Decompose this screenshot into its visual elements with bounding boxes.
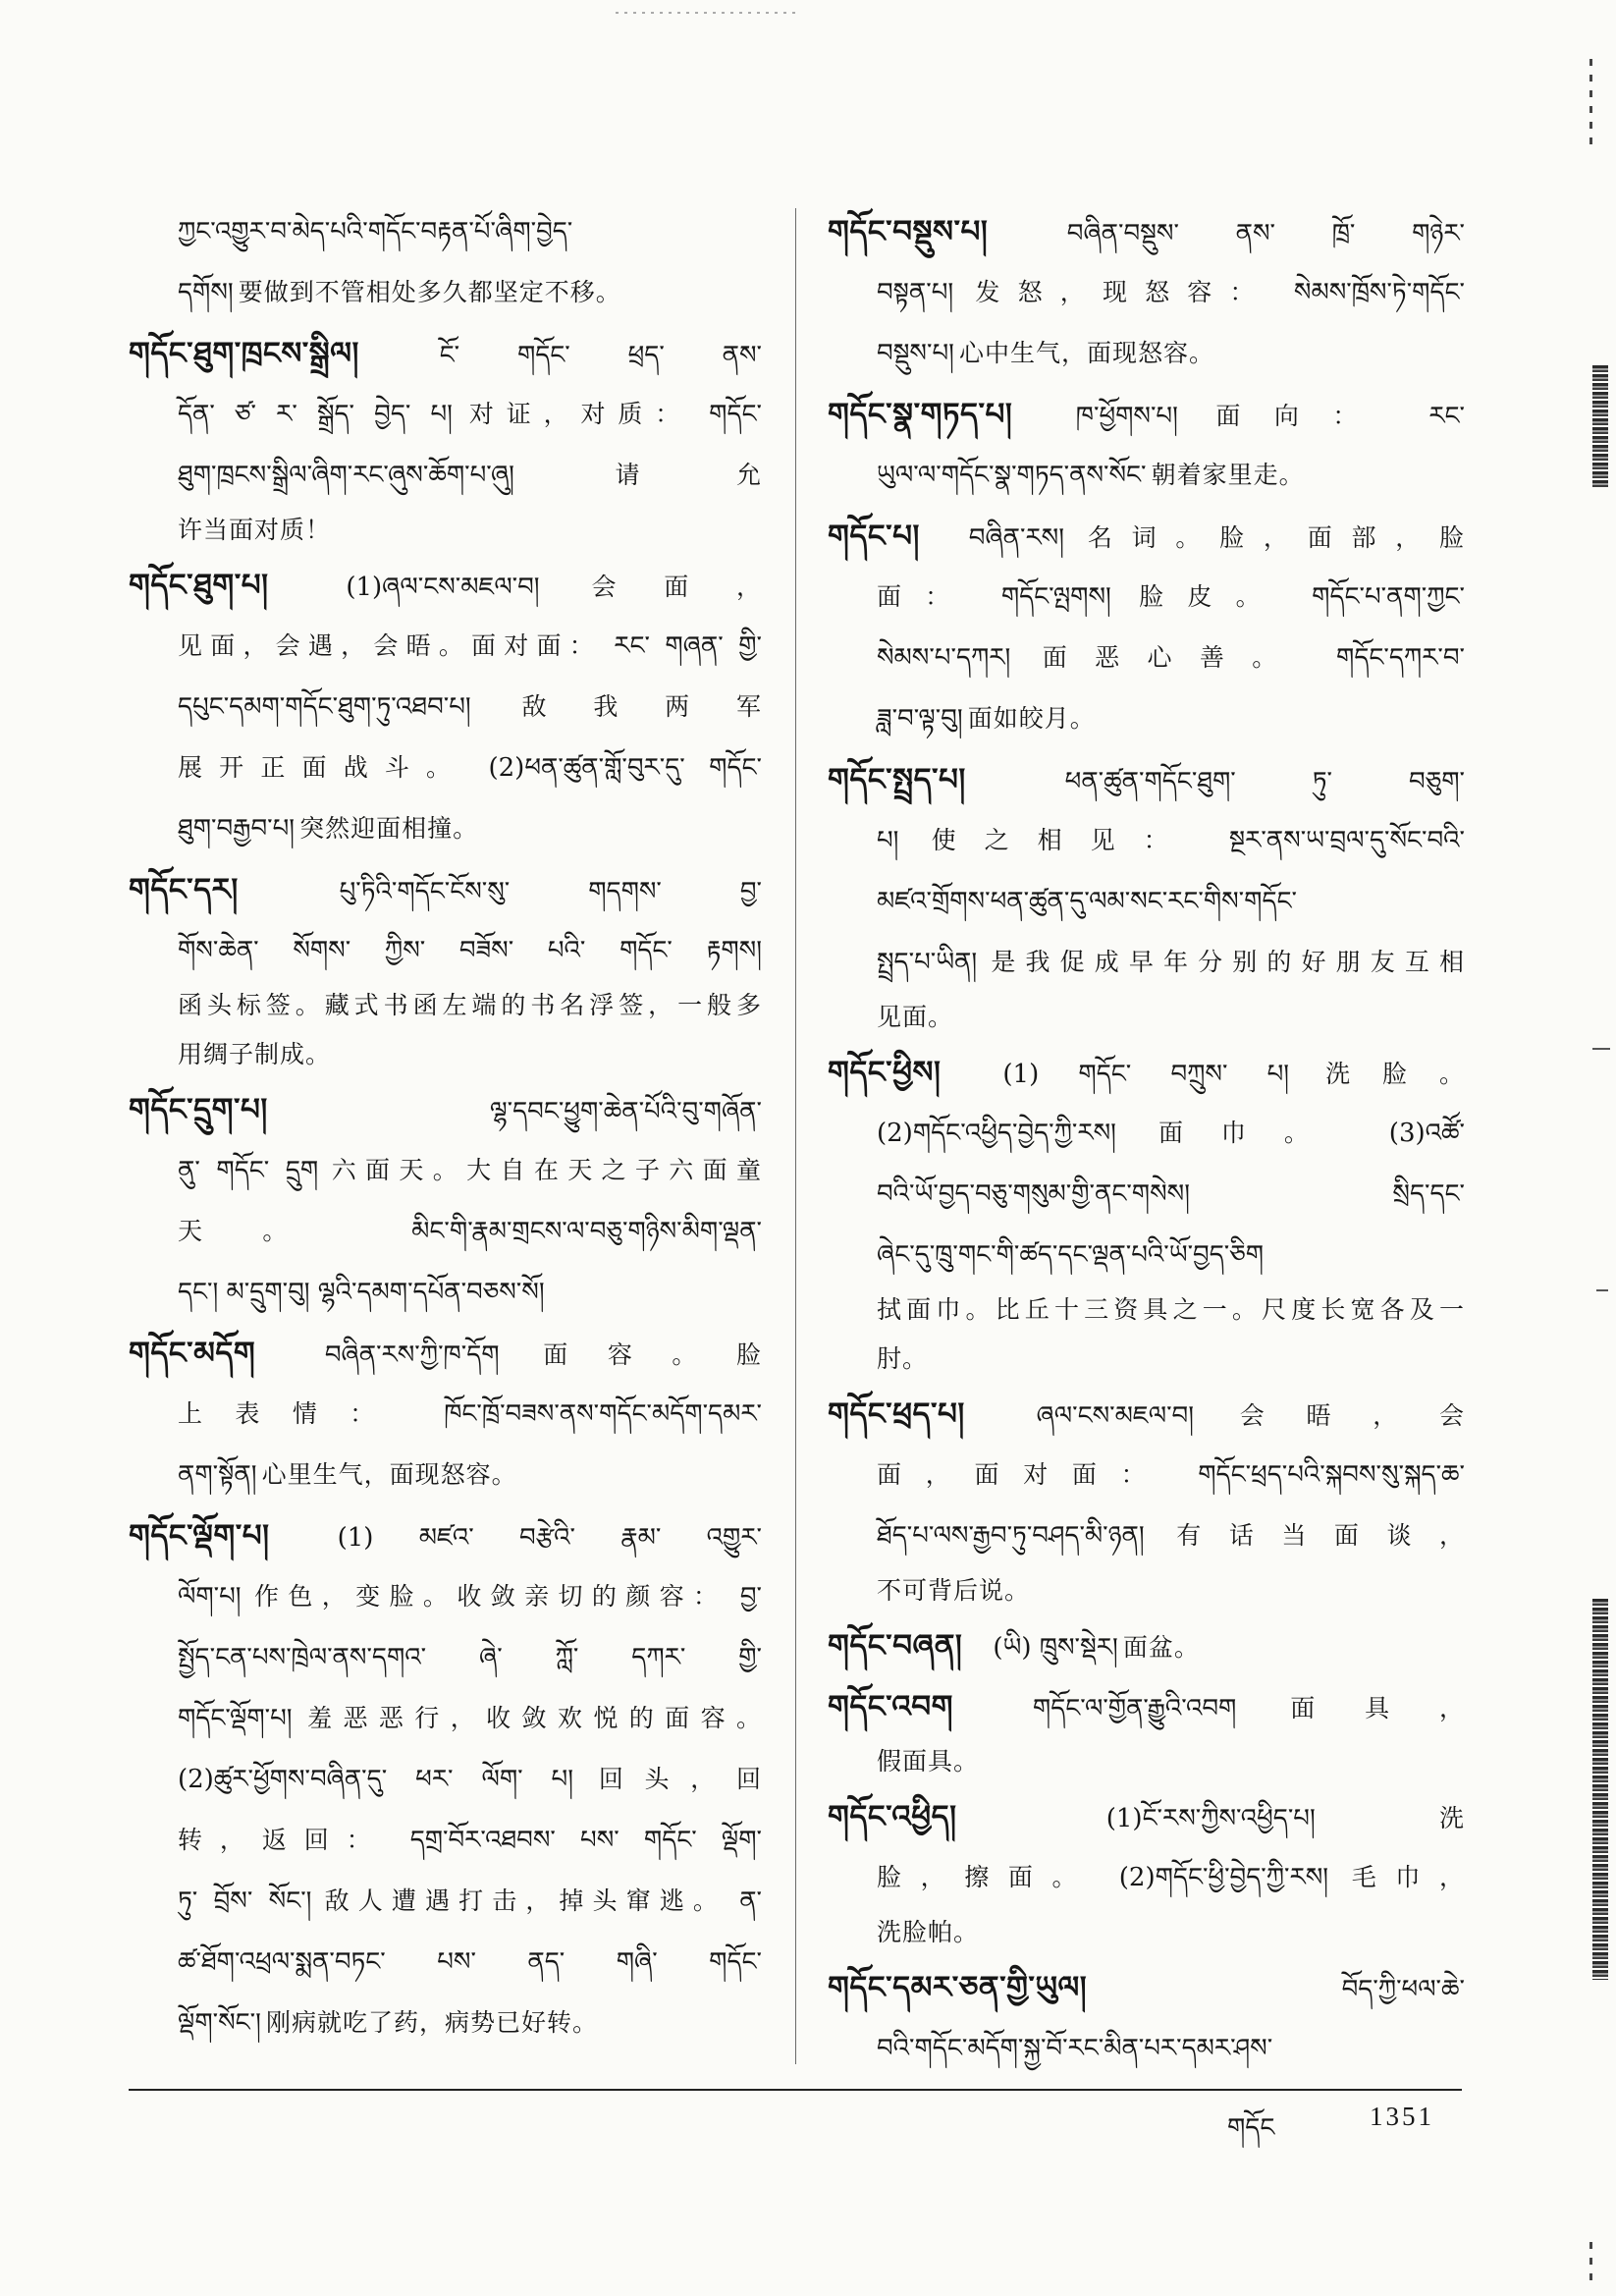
text-line [129, 384, 762, 445]
chinese-text: 上表情： [178, 1399, 407, 1428]
headword-line [828, 749, 1465, 810]
tibetan-text: གདོང་པ་ནག་ཀྱང་ [1312, 582, 1465, 612]
chinese-text: 使之相见： [931, 826, 1197, 854]
dictionary-entry [129, 1505, 762, 2053]
chinese-text: 毛巾， [1351, 1863, 1465, 1891]
headword: གདོང་སྣ་གཏད་པ། [828, 397, 1013, 432]
headword: གདོང་འཕྱིད། [828, 1799, 957, 1834]
tibetan-text: གདོང་ལྤགས། [1000, 582, 1111, 612]
text-line [828, 1335, 1465, 1384]
chinese-text: 洗脸。 [1325, 1060, 1465, 1088]
tibetan-text: སྔར་ནས་ཡ་བྲལ་དུ་སོང་བའི་ [1228, 826, 1465, 855]
chinese-text: 展开正面战斗。 [178, 753, 468, 782]
text-line [129, 616, 762, 677]
headword-line [129, 1323, 762, 1384]
dictionary-entry [828, 1786, 1465, 1957]
headword: གདོང་མདོག [129, 1336, 256, 1371]
headword-line [828, 201, 1465, 262]
headword-line [129, 1505, 762, 1566]
text-line [828, 445, 1465, 506]
chinese-text: 脸皮。 [1139, 582, 1284, 611]
tibetan-text: (2)ཕན་ཚུན་གློ་བུར་དུ་ གདོང་ [488, 753, 762, 783]
text-line [129, 262, 762, 323]
text-line [129, 1445, 762, 1505]
dictionary-entry [129, 859, 762, 1079]
chinese-text: 面，面对面： [877, 1460, 1170, 1489]
tibetan-text: (ཡི) ཁྲུས་སྡེར། [993, 1633, 1118, 1663]
chinese-text: 面容。脸 [543, 1340, 762, 1369]
tibetan-text: ལོག་པ། [178, 1582, 242, 1612]
right-column [828, 201, 1465, 2079]
text-line [129, 201, 762, 262]
tibetan-text: གདོང་ཕྲད་པའི་སྐབས་སུ་སྐད་ཆ་ [1198, 1460, 1465, 1490]
tibetan-text: བསྟན་པ། [877, 278, 954, 307]
chinese-text: 名词。脸，面部，脸 [1087, 523, 1465, 552]
text-line [129, 1566, 762, 1627]
headword: གདོང་ཕྱིས། [828, 1055, 942, 1090]
tibetan-text: སེམས་ཁྲོས་ཏེ་གདོང་ [1293, 278, 1465, 307]
chinese-text: 肘。 [877, 1344, 929, 1373]
text-line [129, 1030, 762, 1079]
text-line [828, 323, 1465, 384]
headword-line [129, 555, 762, 616]
tibetan-text: ཞེང་དུ་ཁྲུ་གང་གི་ཚད་དང་ལྡན་པའི་ཡོ་བྱད་ཅིག [877, 1240, 1265, 1270]
text-line [129, 506, 762, 555]
text-line [129, 1627, 762, 1688]
chinese-text: 许当面对质！ [178, 516, 332, 544]
chinese-text: 会面， [591, 573, 762, 601]
tibetan-text: ཞལ་ངས་མཇལ་བ། [1036, 1401, 1194, 1431]
headword: གདོང་བསྡུས་པ། [828, 214, 989, 249]
text-line [828, 688, 1465, 749]
dictionary-entry [828, 384, 1465, 506]
headword: གདོང་སྤྲད་པ། [828, 762, 966, 797]
text-line [828, 567, 1465, 628]
text-line [129, 1749, 762, 1810]
dictionary-entry [828, 1042, 1465, 1384]
text-line [129, 1140, 762, 1201]
text-line [129, 798, 762, 859]
tibetan-text: ལྷ་དབང་ཕྱུག་ཆེན་པོའི་བུ་གཞོན་ [489, 1097, 762, 1126]
tibetan-text: ཕན་ཚུན་གདོང་ཐུག་ ཏུ་ བཅུག་ [1064, 767, 1465, 796]
dictionary-entry [129, 1079, 762, 1323]
headword-line [828, 1676, 1465, 1737]
headword: གདོང་ལྡོག་པ། [129, 1518, 270, 1554]
text-line [828, 628, 1465, 688]
chinese-text: 洗 [1438, 1804, 1465, 1832]
tibetan-text: གདོང་ལ་གྱོན་རྒྱུའི་འབག [1032, 1694, 1237, 1723]
text-line [828, 2018, 1465, 2079]
text-line [129, 445, 762, 506]
chinese-text: 请允 [615, 461, 762, 489]
text-line [828, 1847, 1465, 1908]
tibetan-text: གདོང་ [709, 400, 762, 429]
tibetan-text: ནུ་ གདོང་ དྲུག [178, 1156, 319, 1185]
chinese-text: 面向： [1215, 402, 1391, 430]
text-line [828, 1505, 1465, 1566]
headword-line [828, 506, 1465, 567]
tibetan-text: (1)ངོ་རས་ཀྱིས་འཕྱིད་པ། [1105, 1804, 1316, 1833]
scan-artifact-edge [1596, 1289, 1608, 1291]
chinese-text: 面盆。 [1122, 1633, 1200, 1662]
tibetan-text: (1) མཛའ་ བརྩེའི་ རྣམ་ འགྱུར་ [337, 1523, 762, 1553]
chinese-text: 要做到不管相处多久都坚定不移。 [238, 278, 621, 306]
headword-line [828, 1786, 1465, 1847]
chinese-text: 对证，对质： [468, 400, 693, 428]
headword-line [828, 384, 1465, 445]
tibetan-text: དང་། མ་དྲུག་བུ། ལྷའི་དམག་དཔོན་བཅས་སོ། [178, 1278, 545, 1307]
tibetan-text: (1)ཞལ་ངས་མཇལ་བ། [346, 573, 540, 602]
headword-line [129, 859, 762, 920]
tibetan-text: དཔུང་དམག་གདོང་ཐུག་ཏུ་འཐབ་པ། [178, 692, 471, 722]
text-line [828, 932, 1465, 993]
chinese-text: 面如皎月。 [967, 704, 1096, 733]
text-line [828, 1164, 1465, 1225]
headword-line [129, 1079, 762, 1140]
text-line [129, 1384, 762, 1445]
text-line [828, 1737, 1465, 1786]
text-line [828, 262, 1465, 323]
headword: གདོང་ཐུག་ཁྲངས་སྒྲིལ། [129, 336, 359, 371]
text-line [129, 920, 762, 981]
dictionary-entry [828, 1384, 1465, 1615]
tibetan-text: པ། [877, 826, 899, 855]
chinese-text: 面恶心善。 [1042, 643, 1305, 672]
chinese-text: 心中生气，面现怒容。 [958, 339, 1214, 367]
chinese-text: 敌我两军 [521, 692, 762, 721]
dictionary-entry [828, 749, 1465, 1042]
text-line [828, 1566, 1465, 1615]
text-line [129, 677, 762, 738]
chinese-text: 会晤，会 [1239, 1401, 1465, 1430]
tibetan-text: ཁ་ཕྱོགས་པ། [1075, 402, 1178, 431]
page-number: 1351 [1370, 2102, 1434, 2131]
tibetan-text: མཛའ་གྲོགས་ཕན་ཚུན་དུ་ལམ་སང་རང་གིས་གདོང་ [877, 887, 1297, 916]
chinese-text: 脸，擦面。 [877, 1863, 1097, 1891]
tibetan-text: ཟླ་བ་ལྟ་བུ། [877, 704, 963, 734]
text-line [129, 1993, 762, 2053]
chinese-text: 回头，回 [598, 1765, 762, 1793]
headword: གདོང་དར། [129, 872, 239, 907]
headword: གདོང་པ། [828, 519, 920, 554]
text-line [828, 810, 1465, 871]
headword-line [828, 1384, 1465, 1445]
text-line [129, 738, 762, 798]
chinese-text: 发怒，现怒容： [975, 278, 1272, 306]
tibetan-text: ཏུ་ བྲོས་ སོང་། [178, 1886, 312, 1916]
tibetan-text: དགྲ་བོར་འཐབས་ པས་ གདོང་ ལྡོག་ [409, 1826, 762, 1855]
text-line [129, 1810, 762, 1871]
headword: གདོང་འབག [828, 1689, 953, 1724]
chinese-text: 刚病就吃了药，病势已好转。 [265, 2008, 598, 2037]
tibetan-text: ནག་སྟོན། [178, 1460, 257, 1490]
tibetan-text: བོད་ཀྱི་ཕལ་ཆེ་ [1341, 1975, 1465, 2004]
tibetan-text: ན་ [739, 1886, 762, 1916]
text-line [828, 1225, 1465, 1285]
chinese-text: 转，返回： [178, 1826, 389, 1854]
text-line [129, 981, 762, 1030]
text-line [828, 871, 1465, 932]
dictionary-entry [129, 1323, 762, 1505]
chinese-text: 天。 [178, 1217, 348, 1245]
tibetan-text: སྤྲད་པ་ཡིན། [877, 948, 978, 977]
text-line [129, 1688, 762, 1749]
tibetan-text: ཁོང་ཁྲོ་བཟས་ནས་གདོང་མདོག་དམར་ [444, 1399, 762, 1429]
left-column [129, 201, 762, 2053]
tibetan-text: (2)ཚུར་ཕྱོགས་བཞིན་དུ་ ཕར་ ལོག་ པ། [178, 1765, 574, 1794]
tibetan-text: ཚ་ཐོག་འཕྲལ་སྨན་བཏང་ པས་ ནད་ གཞི་ གདོང་ [178, 1947, 762, 1977]
chinese-text: 洗脸帕。 [877, 1918, 980, 1946]
tibetan-text: ཡུལ་ལ་གདོང་སྣ་གཏད་ནས་སོང་ [877, 461, 1147, 490]
headword-line [828, 1042, 1465, 1103]
chinese-text: 敌人遭遇打击，掉头窜逃。 [324, 1886, 727, 1915]
text-line [129, 1201, 762, 1262]
chinese-text: 见面，会遇，会晤。面对面： [178, 631, 602, 660]
tibetan-text: ཐོད་པ་ལས་རྒྱབ་ཏུ་བཤད་མི་ཉན། [877, 1521, 1145, 1551]
tibetan-text: དོན་ ཙ་ ར་ སྒྲོད་ བྱེད་ པ། [178, 400, 453, 429]
text-line [828, 1103, 1465, 1164]
tibetan-text: སྤྱོད་ངན་པས་ཁྲེལ་ནས་དགའ་ ཞེ་ ཀློ་ དཀར་ གྱི་ [178, 1643, 762, 1672]
tibetan-text: ངོ་ གདོང་ ཕྲད་ ནས་ [439, 341, 762, 370]
headword: གདོང་བཞན། [828, 1628, 963, 1664]
tibetan-text: བཞིན་རས་ཀྱི་ཁ་དོག [324, 1340, 500, 1370]
tibetan-text: མིང་གི་རྣམ་གྲངས་ལ་བཅུ་གཉིས་མིག་ལྡན་ [411, 1217, 762, 1246]
headword-line [828, 1957, 1465, 2018]
tibetan-text: (1) གདོང་ བཀྲུས་ པ། [1002, 1060, 1290, 1089]
dictionary-entry [828, 201, 1465, 384]
tibetan-text: གོས་ཆེན་ སོགས་ ཀྱིས་ བཟོས་ པའི་ གདོང་ རྟགས། [178, 936, 762, 965]
dictionary-entry [828, 1957, 1465, 2079]
tibetan-text: ཐུག་བརྒྱབ་པ། [178, 814, 296, 844]
chinese-text: 拭面巾。比丘十三资具之一。尺度长宽各及一 [877, 1295, 1465, 1324]
headword: གདོང་ཐུག་པ། [129, 568, 269, 603]
dictionary-entry [828, 1615, 1465, 1676]
scan-artifact-edge [1592, 1599, 1608, 1980]
footer-rule [129, 2089, 1462, 2091]
tibetan-text: བསྡུས་པ། [877, 339, 954, 368]
dictionary-entry [828, 1676, 1465, 1786]
tibetan-text: ཀྱང་འགྱུར་བ་མེད་པའི་གདོང་བརྟན་པོ་ཞིག་བྱེད་ [178, 217, 573, 246]
chinese-text: 面具， [1290, 1694, 1465, 1722]
chinese-text: 面： [877, 582, 974, 611]
chinese-text: 六面天。大自在天之子六面童 [331, 1156, 762, 1184]
tibetan-text: བའི་ཡོ་བྱད་བཅུ་གསུམ་གྱི་ནང་གསེས། སྲིད་དང་ [877, 1179, 1465, 1209]
column-divider [795, 208, 796, 2064]
headword-line [828, 1615, 1465, 1676]
chinese-text: 面巾。 [1158, 1119, 1347, 1147]
chinese-text: 突然迎面相撞。 [299, 814, 479, 843]
headword: གདོང་དམར་ཅན་གྱི་ཡུལ། [828, 1970, 1088, 2005]
chinese-text: 不可背后说。 [877, 1576, 1031, 1605]
tibetan-text: གདོང་ལྡོག་པ། [178, 1704, 293, 1733]
tibetan-text: པུ་ཏིའི་གདོང་ངོས་སུ་ གདགས་ བྱ་ [339, 877, 762, 906]
tibetan-text: བཞིན་རས། [968, 523, 1064, 553]
tibetan-text: རང་ གཞན་ གྱི་ [614, 631, 762, 661]
dictionary-entry [129, 555, 762, 859]
tibetan-text: སེམས་པ་དཀར། [877, 643, 1011, 673]
headword: གདོང་ཕྲད་པ། [828, 1396, 965, 1432]
text-line [828, 1908, 1465, 1957]
tibetan-text: བཞིན་བསྡུས་ ནས་ ཁྲོ་ གཉེར་ [1066, 219, 1465, 248]
chinese-text: 朝着家里走。 [1151, 461, 1305, 489]
dictionary-entry [129, 323, 762, 555]
tibetan-text: (2)གདོང་ཕྱི་བྱེད་ཀྱི་རས། [1118, 1863, 1329, 1892]
chinese-text: 心里生气，面现怒容。 [261, 1460, 517, 1489]
tibetan-text: བའི་གདོང་མདོག་སྐྱ་བོ་རང་མིན་པར་དམར་ཤས་ [877, 2034, 1273, 2063]
headword-line [129, 323, 762, 384]
scan-artifact-edge [1589, 2242, 1592, 2286]
chinese-text: 羞恶恶行，收敛欢悦的面容。 [307, 1704, 762, 1732]
chinese-text: 是我促成早年分别的好朋友互相 [991, 948, 1465, 976]
text-line [828, 1285, 1465, 1335]
tibetan-text: ཐུག་ཁྲངས་སྒྲིལ་ཞིག་རང་ཞུས་ཆོག་པ་ཞུ། [178, 461, 514, 490]
chinese-text: 假面具。 [877, 1747, 980, 1776]
scan-artifact-top [616, 12, 797, 14]
scan-artifact-edge [1589, 59, 1592, 152]
chinese-text: 用绸子制成。 [178, 1040, 332, 1068]
tibetan-text: (2)གདོང་འཕྱིད་བྱེད་ཀྱི་རས། [877, 1119, 1116, 1148]
scan-artifact-edge [1592, 365, 1608, 487]
text-line [129, 1262, 762, 1323]
chinese-text: 见面。 [877, 1003, 954, 1031]
tibetan-text: རང་ [1428, 402, 1465, 431]
text-line [129, 1871, 762, 1932]
running-head: གདོང [1227, 2113, 1275, 2143]
text-line [828, 993, 1465, 1042]
chinese-text: 有话当面谈， [1176, 1521, 1465, 1550]
tibetan-text: བྱ་ [739, 1582, 762, 1612]
tibetan-text: (3)འཚོ་ [1388, 1119, 1465, 1148]
chinese-text: 函头标签。藏式书函左端的书名浮签，一般多 [178, 991, 762, 1019]
text-line [129, 1932, 762, 1993]
tibetan-text: ལྡོག་སོང་། [178, 2008, 261, 2038]
chinese-text: 作色，变脸。收敛亲切的颜容： [254, 1582, 727, 1611]
dictionary-entry [828, 506, 1465, 749]
headword: གདོང་དྲུག་པ། [129, 1092, 268, 1127]
entry-continuation [129, 201, 762, 323]
tibetan-text: གདོང་དཀར་བ་ [1336, 643, 1465, 673]
scan-artifact-edge [1592, 1048, 1610, 1050]
text-line [828, 1445, 1465, 1505]
tibetan-text: དགོས། [178, 278, 234, 307]
